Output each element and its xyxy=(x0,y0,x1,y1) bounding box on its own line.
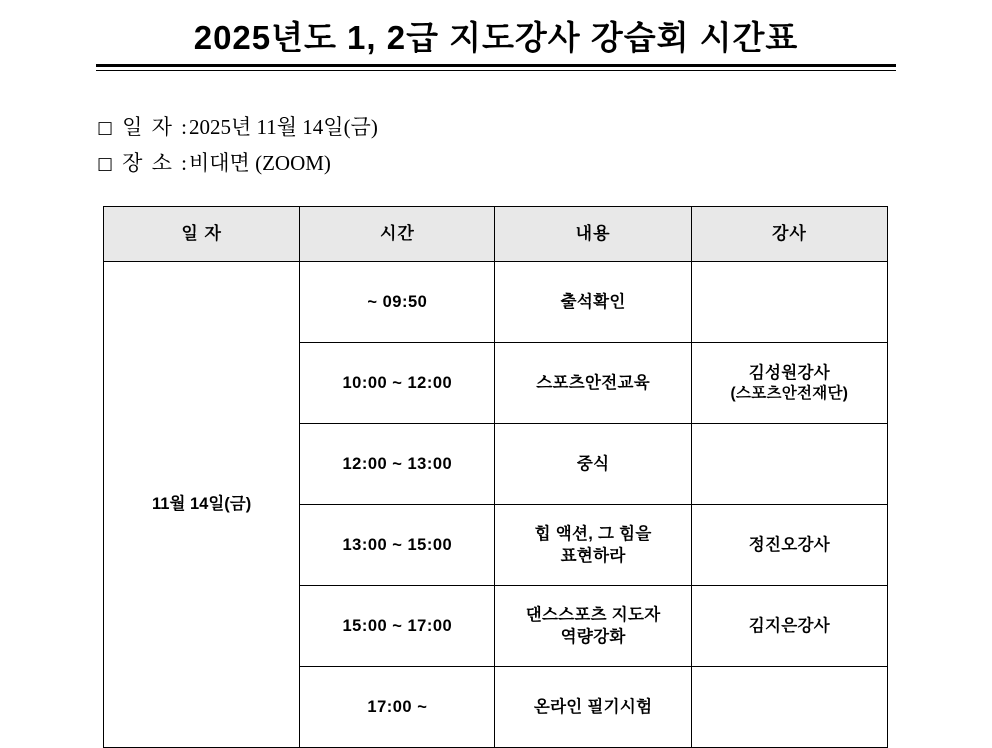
table-row xyxy=(104,262,888,343)
column-header-teacher: 강사 xyxy=(691,207,887,262)
table-header-row xyxy=(104,207,888,262)
cell-content-line2: 표현하라 xyxy=(560,547,626,566)
cell-content xyxy=(495,424,691,505)
meta-line-date xyxy=(97,109,992,146)
cell-content-line1: 출석확인 xyxy=(560,292,626,311)
cell-content xyxy=(495,586,691,667)
cell-time: 13:00 ~ 15:00 xyxy=(300,505,495,586)
checkbox-square-icon: □ xyxy=(97,117,114,138)
document-page xyxy=(0,18,992,727)
cell-teacher xyxy=(691,262,887,343)
cell-content-line1: 힙 액션, 그 힘을 xyxy=(534,524,652,543)
cell-teacher-line1: 김지은강사 xyxy=(748,616,830,635)
cell-content-line2: 역량강화 xyxy=(560,628,626,647)
cell-teacher xyxy=(691,424,887,505)
meta-label-date: 일 자 : xyxy=(122,114,189,139)
table-header xyxy=(104,207,888,262)
cell-content xyxy=(495,667,691,748)
title-rule-thick xyxy=(96,64,896,67)
cell-content xyxy=(495,505,691,586)
title-divider xyxy=(96,64,896,71)
title-block xyxy=(0,18,992,71)
meta-value-place: 비대면 (ZOOM) xyxy=(188,151,331,176)
column-header-time: 시간 xyxy=(300,207,495,262)
cell-teacher xyxy=(691,586,887,667)
column-header-date: 일 자 xyxy=(104,207,300,262)
table-body xyxy=(104,262,888,748)
cell-time: 10:00 ~ 12:00 xyxy=(300,343,495,424)
cell-teacher xyxy=(691,505,887,586)
cell-teacher xyxy=(691,667,887,748)
meta-line-place xyxy=(97,145,992,182)
schedule-table xyxy=(103,206,888,748)
schedule-table-wrap xyxy=(103,206,992,748)
page-title: 2025년도 1, 2급 지도강사 강습회 시간표 xyxy=(193,19,799,56)
cell-teacher-line2: (스포츠안전재단) xyxy=(730,384,849,402)
cell-time: 12:00 ~ 13:00 xyxy=(300,424,495,505)
cell-content-line1: 스포츠안전교육 xyxy=(536,373,650,392)
column-header-content: 내용 xyxy=(495,207,691,262)
cell-content-line1: 중식 xyxy=(576,454,610,473)
meta-label-place: 장 소 : xyxy=(122,151,189,176)
cell-content-line1: 댄스스포츠 지도자 xyxy=(525,605,661,624)
meta-block xyxy=(97,109,992,183)
cell-teacher-line1: 김성원강사 xyxy=(748,363,830,382)
cell-content-line1: 온라인 필기시험 xyxy=(533,697,653,716)
meta-value-date: 2025년 11월 14일(금) xyxy=(188,114,378,139)
cell-content xyxy=(495,262,691,343)
cell-time: 17:00 ~ xyxy=(300,667,495,748)
checkbox-square-icon: □ xyxy=(97,154,114,175)
cell-time: 15:00 ~ 17:00 xyxy=(300,586,495,667)
cell-time: ~ 09:50 xyxy=(300,262,495,343)
cell-teacher xyxy=(691,343,887,424)
cell-teacher-line1: 정진오강사 xyxy=(748,535,830,554)
title-rule-thin xyxy=(96,70,896,71)
cell-date: 11월 14일(금) xyxy=(104,262,300,748)
cell-content xyxy=(495,343,691,424)
